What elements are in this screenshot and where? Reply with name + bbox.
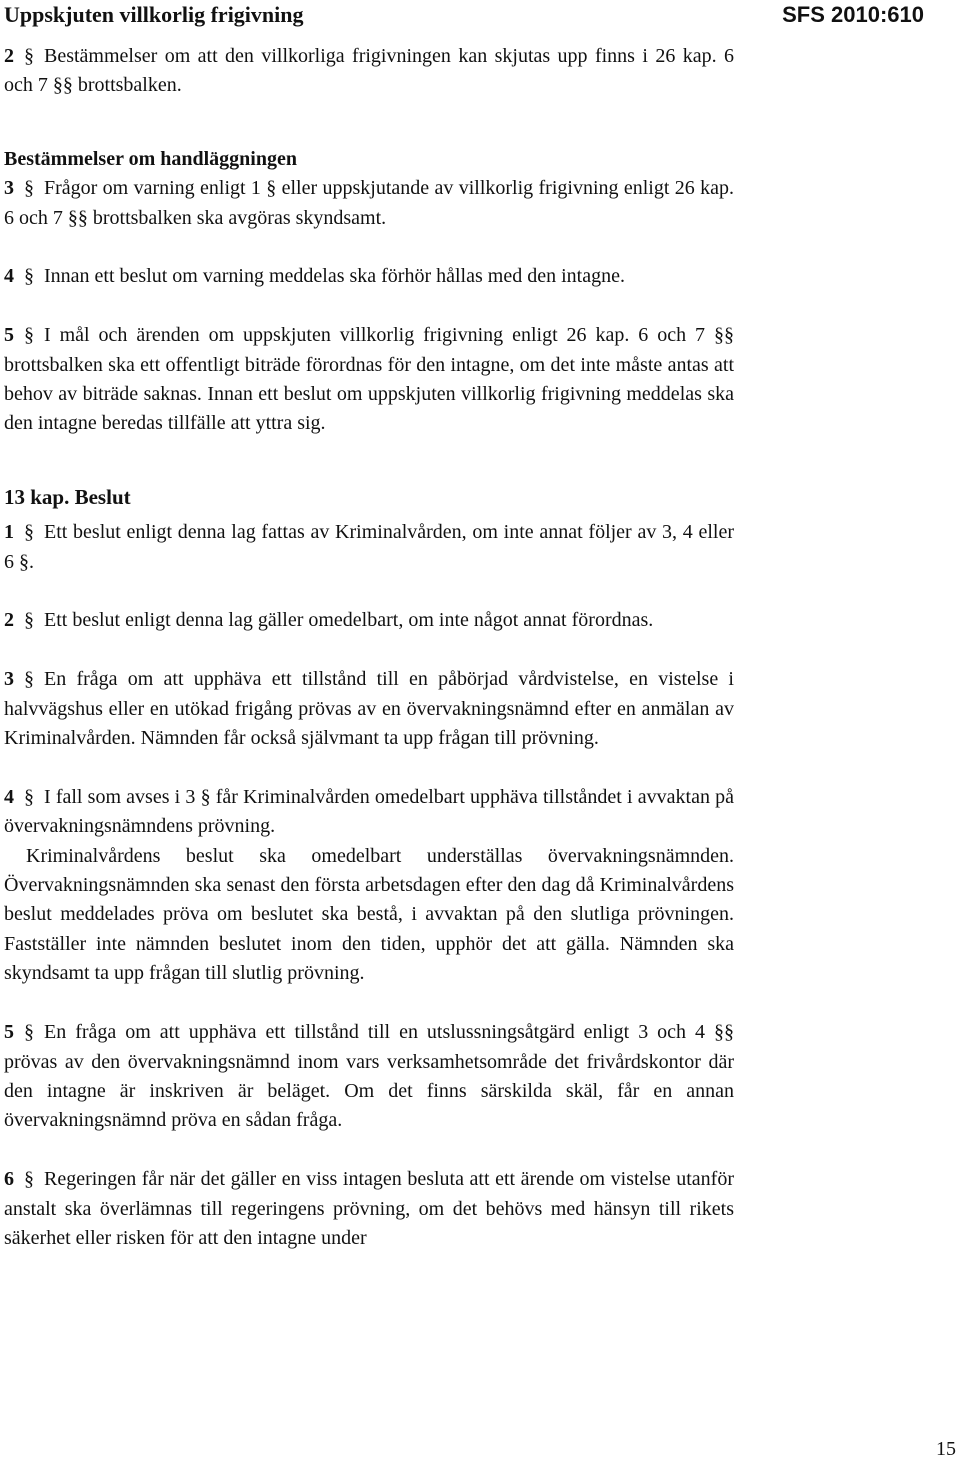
paragraph-text: I fall som avses i 3 § får Kriminalvården omedelbart upphäva tillståndet i avvaktan på övervakningsnämndens prövning. [4,785,734,838]
section-sign: § [24,668,34,691]
running-header-title: Uppskjuten villkorlig frigivning [4,2,304,27]
paragraph-number: 6 [4,1168,14,1191]
paragraph-text: Regeringen får när det gäller en viss intagen besluta att ett ärende om vistelse utanför anstalt ska överlämnas till regeringens prövning, om det behövs med hänsyn till rikets säkerhet eller risken för att den intagne under [4,1168,734,1249]
paragraph-number: 3 [4,177,14,200]
paragraph-number: 1 [4,521,14,544]
paragraph-text: En fråga om att upphäva ett tillstånd till en utslussningsåtgärd enligt 3 och 4 §§ prövas av den övervakningsnämnd inom vars verksamhetsområde det frivårdskontor där den intagne är inskriven är beläget. Om det finns särskilda skäl, får en annan övervakningsnämnd pröva en sådan fråga. [4,1021,734,1132]
paragraph-number: 2 [4,609,14,632]
section-sign: § [24,265,34,288]
section-sign: § [24,1021,34,1044]
page-number: 15 [936,1438,956,1460]
chapter-paragraph-4 [4,783,734,842]
section-sign: § [24,177,34,200]
chapter-paragraph-4-continuation: Kriminalvårdens beslut ska omedelbart underställas övervakningsnämnden. Övervakningsnämnden ska senast den första arbetsdagen efter den dag då Kriminalvårdens beslut meddelades pröva om beslutet ska bestå, i avvaktan på den slutliga prövningen. Fastställer inte nämnden beslutet inom den tiden, upphör det att gälla. Nämnden ska skyndsamt ta upp frågan till slutlig prövning. [4,844,734,985]
section-sign: § [24,521,34,544]
document-body [4,42,734,1253]
paragraph-number: 4 [4,785,14,808]
chapter-paragraph-2 [4,606,734,635]
paragraph-2 [4,42,734,101]
paragraph-number: 4 [4,265,14,288]
paragraph-text: Frågor om varning enligt 1 § eller uppskjutande av villkorlig frigivning enligt 26 kap. 6 och 7 §§ brottsbalken ska avgöras skyndsamt. [4,177,734,229]
paragraph-text: Ett beslut enligt denna lag gäller omedelbart, om inte något annat förordnas. [44,609,654,632]
chapter-heading [4,483,734,512]
chapter-title: Beslut [74,484,131,509]
paragraph-4 [4,262,734,291]
section-sign: § [24,785,34,808]
paragraph-text: Innan ett beslut om varning meddelas ska förhör hållas med den intagne. [44,265,625,288]
paragraph-text: Ett beslut enligt denna lag fattas av Kriminalvården, om inte annat följer av 3, 4 eller 6 §. [4,521,734,573]
paragraph-5 [4,321,734,439]
section-sign: § [24,1168,34,1191]
paragraph-number: 5 [4,1021,14,1044]
section-sign: § [24,324,34,347]
paragraph-number: 5 [4,324,14,347]
paragraph-number: 3 [4,668,14,691]
chapter-paragraph-1 [4,518,734,577]
paragraph-number: 2 [4,45,14,67]
section-sign: § [24,609,34,632]
chapter-paragraph-3 [4,665,734,753]
chapter-paragraph-5 [4,1018,734,1136]
paragraph-3 [4,174,734,233]
chapter-paragraph-6 [4,1165,734,1253]
paragraph-text: En fråga om att upphäva ett tillstånd till en påbörjad vårdvistelse, en vistelse i halvvägshus eller en utökad frigång prövas av en övervakningsnämnd efter en anmälan av Kriminalvården. Nämnden får också självmant ta upp frågan till prövning. [4,668,734,750]
chapter-number: 13 kap. [4,484,70,509]
section-sign: § [24,45,34,67]
paragraph-text: I mål och ärenden om uppskjuten villkorlig frigivning enligt 26 kap. 6 och 7 §§ brottsbalken ska ett offentligt biträde förordnas för den intagne, om det inte måste antas att behov av biträde saknas. Innan ett beslut om uppskjuten villkorlig frigivning meddelas ska den intagne beredas tillfälle att yttra sig. [4,324,734,435]
paragraph-text: Bestämmelser om att den villkorliga frigivningen kan skjutas upp finns i 26 kap. 6 och 7 §§ brottsbalken. [4,45,734,97]
sfs-number: SFS 2010:610 [782,2,924,27]
section-heading: Bestämmelser om handläggningen [4,147,297,170]
